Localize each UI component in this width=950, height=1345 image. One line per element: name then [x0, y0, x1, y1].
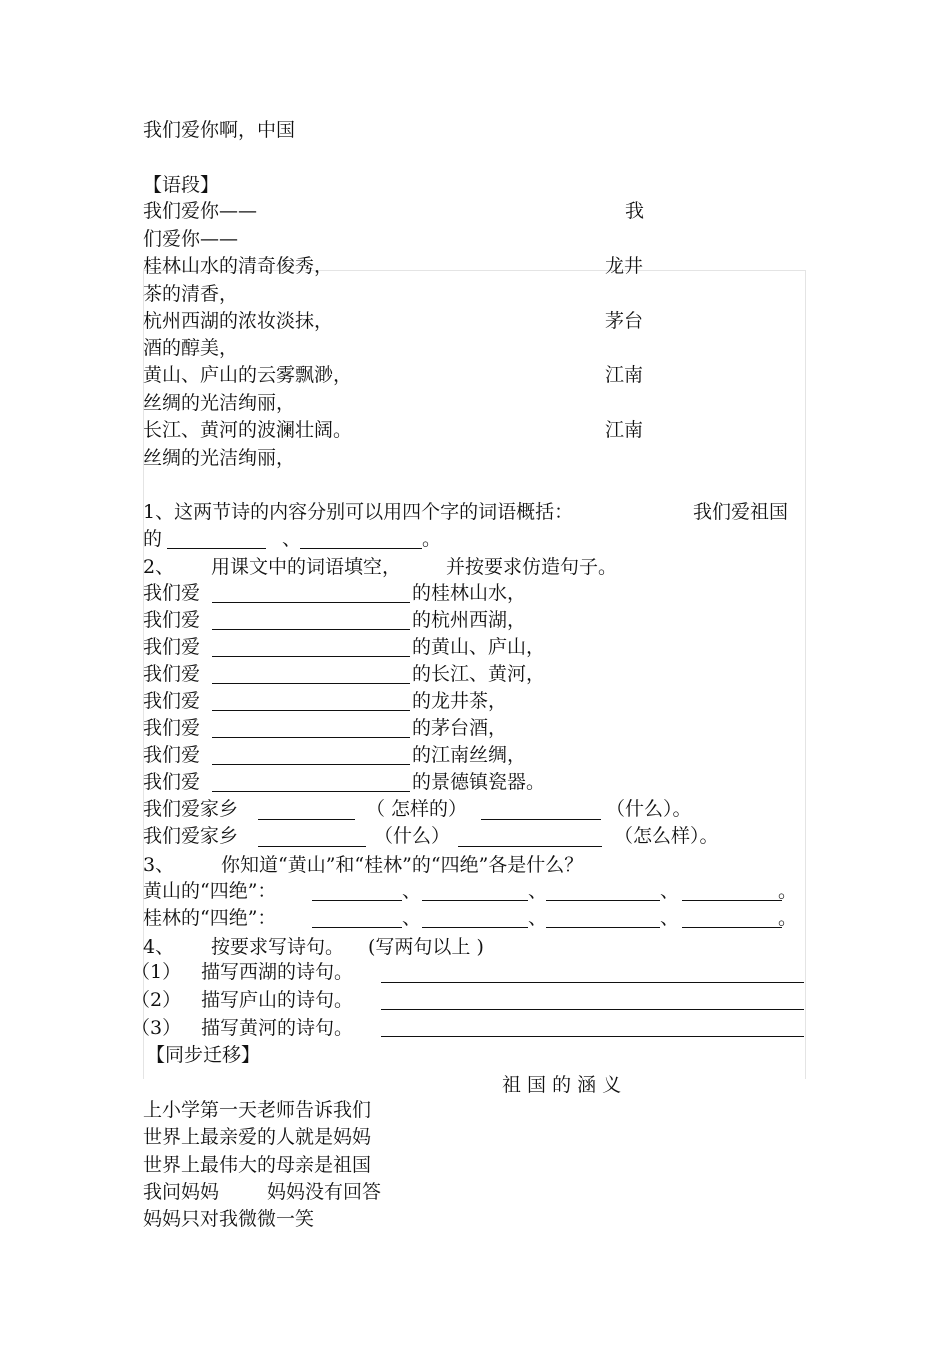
q2-item: 的杭州西湖， [412, 609, 527, 631]
q3-blank[interactable] [546, 900, 660, 901]
q2-prefix: 我们爱 [143, 609, 201, 631]
q2-home1-blank-2[interactable] [481, 819, 601, 820]
q3-separator: 、 [402, 907, 422, 929]
q3-number: 3、 [143, 854, 175, 876]
q2-prefix: 我们爱 [143, 744, 201, 766]
poem-line-right: 江南 [605, 364, 644, 386]
q2-home1-end: （什么）。 [606, 798, 692, 820]
q1-separator: 、 [282, 528, 302, 550]
q1-text: 1、这两节诗的内容分别可以用四个字的词语概括： [143, 501, 574, 523]
q2-item: 的江南丝绸， [412, 744, 527, 766]
q4-item-text: 描写黄河的诗句。 [201, 1017, 354, 1039]
q2-blank[interactable] [212, 602, 410, 603]
q2-home2-blank-2[interactable] [458, 846, 602, 847]
poem-line: 丝绸的光洁绚丽， [143, 392, 296, 414]
q2-prefix: 我们爱 [143, 663, 201, 685]
q2-text-2: 并按要求仿造句子。 [446, 556, 618, 578]
poem-line: 们爱你—— [143, 228, 239, 250]
q4-item-text: 描写庐山的诗句。 [201, 989, 354, 1011]
q2-text: 用课文中的词语填空， [211, 556, 402, 578]
heading: 我们爱你啊，中国 [143, 119, 296, 141]
q3-blank[interactable] [682, 927, 782, 928]
q2-item: 的茅台酒， [412, 717, 508, 739]
q4-item-text: 描写西湖的诗句。 [201, 961, 354, 983]
q3-blank[interactable] [422, 927, 528, 928]
q3-separator: 、 [528, 880, 548, 902]
section-tongbu: 【同步迁移】 [146, 1044, 261, 1066]
q2-item: 的龙井茶， [412, 690, 508, 712]
q2-home2-mid: （什么） [374, 825, 451, 847]
q4-number: 4、 [143, 936, 175, 958]
q3-end: 。 [778, 880, 798, 902]
q2-home2-blank-1[interactable] [258, 846, 366, 847]
poem2-line-right: 妈妈没有回答 [267, 1181, 382, 1203]
q2-prefix: 我们爱 [143, 690, 201, 712]
q2-item: 的长江、黄河， [412, 663, 546, 685]
poem2-line: 世界上最伟大的母亲是祖国 [143, 1154, 372, 1176]
q4-answer-line[interactable] [381, 982, 804, 983]
q2-blank[interactable] [212, 737, 410, 738]
q3-separator: 、 [660, 907, 680, 929]
q1-answer-blank-1[interactable] [167, 548, 266, 549]
q2-home1-mid: （ 怎样的） [366, 798, 468, 820]
q4-note: (写两句以上 ) [368, 936, 484, 958]
q3-end: 。 [778, 907, 798, 929]
q2-home2-prefix: 我们爱家乡 [143, 825, 239, 847]
poem-line-right: 茅台 [605, 310, 644, 332]
poem2-line: 我问妈妈 [143, 1181, 220, 1203]
q3-blank[interactable] [682, 900, 782, 901]
q4-answer-line[interactable] [381, 1036, 804, 1037]
q2-blank[interactable] [212, 683, 410, 684]
q2-number: 2、 [143, 556, 175, 578]
q4-answer-line[interactable] [381, 1009, 804, 1010]
q2-prefix: 我们爱 [143, 771, 201, 793]
q3-row-label: 桂林的“四绝”： [143, 907, 277, 929]
poem-line: 我们爱你—— [143, 200, 258, 222]
poem-line-right: 我 [625, 200, 645, 222]
q2-home1-blank-1[interactable] [258, 819, 355, 820]
q3-blank[interactable] [422, 900, 528, 901]
q2-item: 的黄山、庐山， [412, 636, 546, 658]
q2-blank[interactable] [212, 710, 410, 711]
poem-line-right: 江南 [605, 419, 644, 441]
q2-blank[interactable] [212, 791, 410, 792]
poem2-title: 祖 国 的 涵 义 [502, 1074, 622, 1096]
poem-line: 酒的醇美， [143, 337, 239, 359]
poem-line: 茶的清香， [143, 283, 239, 305]
poem-line: 长江、黄河的波澜壮阔。 [143, 419, 353, 441]
q1-prefix: 的 [143, 528, 163, 550]
poem2-line: 上小学第一天老师告诉我们 [143, 1099, 372, 1121]
poem-line: 丝绸的光洁绚丽， [143, 447, 296, 469]
q2-item: 的景德镇瓷器。 [412, 771, 546, 793]
poem2-line: 妈妈只对我微微一笑 [143, 1208, 315, 1230]
q2-prefix: 我们爱 [143, 582, 201, 604]
q2-blank[interactable] [212, 764, 410, 765]
q3-blank[interactable] [546, 927, 660, 928]
q4-item-number: （1） [131, 961, 182, 983]
q4-item-number: （2） [131, 989, 182, 1011]
q4-text: 按要求写诗句。 [211, 936, 345, 958]
q3-row-label: 黄山的“四绝”： [143, 880, 277, 902]
q4-item-number: （3） [131, 1017, 182, 1039]
q2-prefix: 我们爱 [143, 717, 201, 739]
q2-blank[interactable] [212, 656, 410, 657]
q2-home2-end: （怎么样）。 [614, 825, 719, 847]
q2-blank[interactable] [212, 629, 410, 630]
poem-line-right: 龙井 [605, 255, 644, 277]
q1-answer-blank-2[interactable] [300, 548, 422, 549]
q3-blank[interactable] [312, 900, 402, 901]
q3-separator: 、 [402, 880, 422, 902]
q2-prefix: 我们爱 [143, 636, 201, 658]
q2-home1-prefix: 我们爱家乡 [143, 798, 239, 820]
poem-line: 黄山、庐山的云雾飘渺， [143, 364, 353, 386]
poem-line: 杭州西湖的浓妆淡抹， [143, 310, 334, 332]
q1-text-right: 我们爱祖国 [693, 501, 789, 523]
q3-text: 你知道“黄山”和“桂林”的“四绝”各是什么？ [221, 854, 584, 876]
q3-separator: 、 [528, 907, 548, 929]
q2-item: 的桂林山水， [412, 582, 527, 604]
q3-blank[interactable] [312, 927, 402, 928]
poem-line: 桂林山水的清奇俊秀， [143, 255, 334, 277]
q1-end: 。 [422, 528, 442, 550]
poem2-line: 世界上最亲爱的人就是妈妈 [143, 1126, 372, 1148]
section-yuduan: 【语段】 [143, 174, 220, 196]
q3-separator: 、 [660, 880, 680, 902]
